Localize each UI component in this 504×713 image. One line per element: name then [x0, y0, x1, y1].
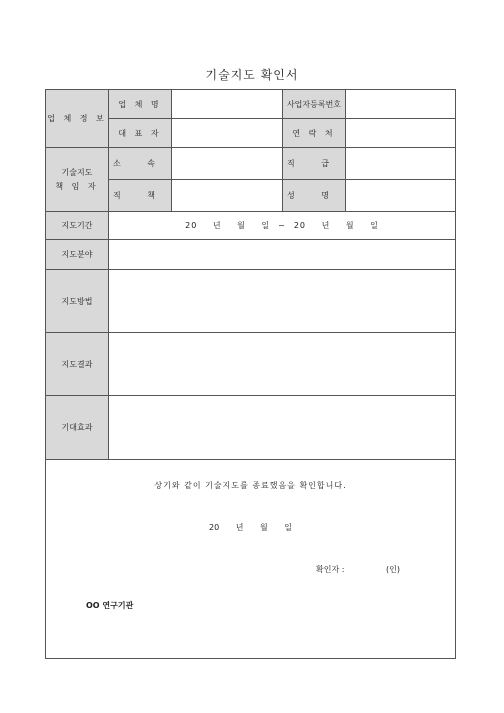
period-field[interactable] — [109, 212, 456, 240]
affiliation-field[interactable] — [172, 148, 283, 180]
company-section-label: 업 체 정 보 — [46, 90, 109, 148]
method-row — [46, 270, 456, 333]
company-row-1 — [46, 90, 456, 119]
field-input[interactable] — [109, 240, 456, 270]
period-start-year: 20 — [185, 221, 198, 230]
confirmer-label: 확인자 : — [316, 565, 345, 574]
position-field[interactable] — [172, 180, 283, 212]
seal-mark: (인) — [386, 565, 400, 574]
confirmation-date — [46, 522, 455, 533]
confirmation-form — [45, 89, 456, 659]
period-end-day-unit: 일 — [370, 221, 379, 230]
result-label: 지도결과 — [46, 333, 109, 396]
position-label: 직 책 — [109, 180, 172, 212]
confirmation-cell — [46, 460, 456, 659]
field-row — [46, 240, 456, 270]
period-label: 지도기간 — [46, 212, 109, 240]
period-separator: ~ — [278, 221, 286, 230]
rank-field[interactable] — [346, 148, 456, 180]
confirmation-year: 20 — [208, 523, 220, 532]
company-name-label: 업 체 명 — [109, 90, 172, 119]
supervisor-name-label: 성 명 — [283, 180, 346, 212]
effect-row — [46, 396, 456, 460]
method-label: 지도방법 — [46, 270, 109, 333]
business-reg-no-field[interactable] — [346, 90, 456, 119]
period-end-year-unit: 년 — [321, 221, 331, 230]
period-row — [46, 212, 456, 240]
effect-input[interactable] — [109, 396, 456, 460]
supervisor-label-line2: 책 임 자 — [55, 181, 99, 191]
period-start-day-unit: 일 — [261, 221, 271, 230]
result-input[interactable] — [109, 333, 456, 396]
affiliation-label: 소 속 — [109, 148, 172, 180]
result-row — [46, 333, 456, 396]
field-label: 지도분야 — [46, 240, 109, 270]
confirmation-day-unit: 일 — [284, 523, 293, 532]
institution-name: OO 연구기관 — [86, 601, 134, 610]
rank-label: 직 급 — [283, 148, 346, 180]
confirmation-statement: 상기와 같이 기술지도를 종료했음을 확인합니다. — [154, 481, 347, 490]
supervisor-name-field[interactable] — [346, 180, 456, 212]
company-name-field[interactable] — [172, 90, 283, 119]
contact-label: 연 락 처 — [283, 119, 346, 148]
business-reg-no-label: 사업자등록번호 — [283, 90, 346, 119]
period-start-month-unit: 월 — [237, 221, 246, 230]
method-input[interactable] — [109, 270, 456, 333]
supervisor-section-label — [46, 148, 109, 212]
supervisor-label-line1: 기술지도 — [61, 167, 93, 177]
confirmation-row — [46, 460, 456, 659]
supervisor-row-1 — [46, 148, 456, 180]
period-start-year-unit: 년 — [212, 221, 222, 230]
effect-label: 기대효과 — [46, 396, 109, 460]
period-end-year: 20 — [293, 221, 307, 230]
contact-field[interactable] — [346, 119, 456, 148]
period-end-month-unit: 월 — [345, 221, 355, 230]
ceo-field[interactable] — [172, 119, 283, 148]
ceo-label: 대 표 자 — [109, 119, 172, 148]
confirmation-year-unit: 년 — [235, 523, 244, 532]
document-title: 기술지도 확인서 — [205, 68, 299, 82]
confirmation-month-unit: 월 — [260, 523, 268, 532]
